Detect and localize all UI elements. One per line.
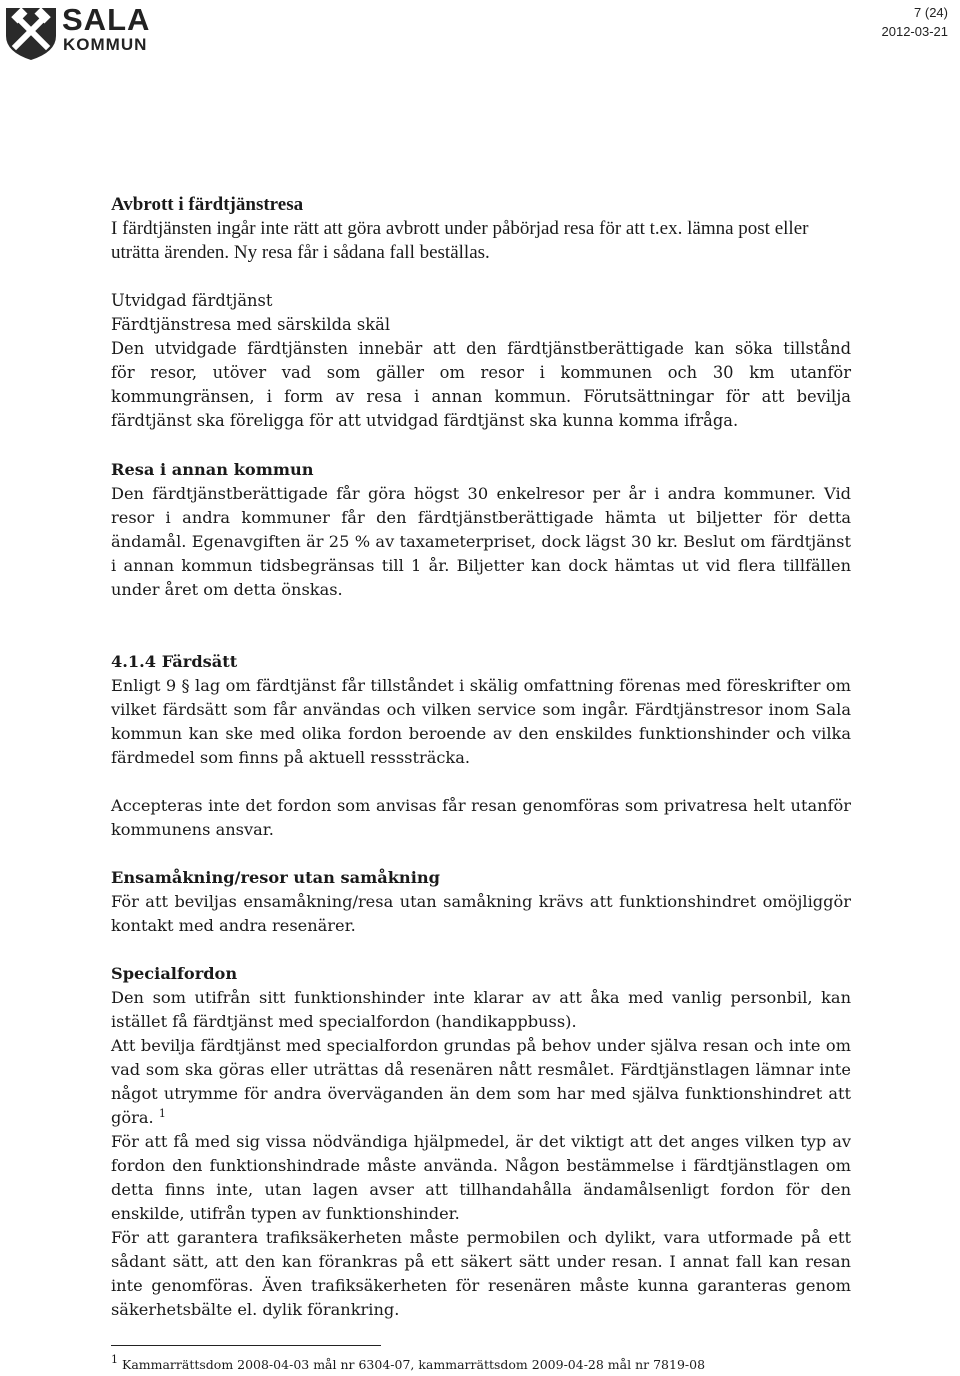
paragraph-specialfordon-4: För att garantera trafiksäkerheten måste permobilen och dylikt, vara utformade på ett sådant sätt, att den kan förankras på ett säkert sätt under resan. I annat fall kan resan inte genomföras. Även trafiksäkerheten för resenären måste kunna garanteras genom säkerhetsbälte el. dylik förankring. bbox=[111, 1228, 851, 1319]
footnote-reference[interactable]: 1 bbox=[158, 1107, 166, 1120]
sala-hammer-icon bbox=[2, 2, 60, 62]
paragraph-privatresa: Accepteras inte det fordon som anvisas får resan genomföras som privatresa helt utanför kommunens ansvar. bbox=[111, 796, 851, 839]
paragraph-utvidgad-line-3: kommungränsen, i form av resa i annan kommun. Förutsättningar för att bevilja bbox=[111, 387, 851, 406]
page-number: 7 (24) bbox=[914, 5, 948, 20]
paragraph-utvidgad-line-1: Den utvidgade färdtjänsten innebär att den färdtjänstberättigade kan söka tillstånd bbox=[111, 339, 851, 358]
section-avbrott bbox=[111, 193, 851, 265]
heading-utvidgad: Utvidgad färdtjänst bbox=[111, 291, 273, 310]
section-ensamakning bbox=[111, 866, 851, 938]
heading-specialfordon: Specialfordon bbox=[111, 964, 238, 983]
paragraph-specialfordon-2-text: Att bevilja färdtjänst med specialfordon grundas på behov under själva resan och inte om vad som ska göras eller uträttas då resenären nått resmålet. Färdtjänstlagen lämnar inte något utrymme för andra överväganden än dem som har med själva funktionshindret att göra. bbox=[111, 1036, 851, 1127]
paragraph-specialfordon-2 bbox=[111, 1034, 851, 1130]
section-fardsatt bbox=[111, 650, 851, 842]
section-annan-kommun bbox=[111, 458, 851, 602]
section-specialfordon bbox=[111, 962, 851, 1322]
paragraph-utvidgad-line-2: för resor, utöver vad som gäller om resor i kommunen och 30 km utanför bbox=[111, 363, 851, 382]
heading-avbrott: Avbrott i färdtjänstresa bbox=[111, 194, 304, 215]
footnote-number: 1 bbox=[111, 1353, 118, 1366]
heading-ensamakning: Ensamåkning/resor utan samåkning bbox=[111, 868, 440, 887]
paragraph-specialfordon-3: För att få med sig vissa nödvändiga hjälpmedel, är det viktigt att det anges vilken typ av fordon den funktionshindrade måste använda. Någon bestämmelse i färdtjänstlagen om detta finns inte, utan lagen avser att tillhandahålla ändamålsenligt fordon för den enskilde, utifrån typen av funktionshinder. bbox=[111, 1132, 851, 1223]
sala-kommun-logo bbox=[0, 0, 160, 64]
heading-fardsatt: 4.1.4 Färdsätt bbox=[111, 652, 238, 671]
logo-text-kommun: KOMMUN bbox=[63, 35, 148, 54]
paragraph-fardsatt: Enligt 9 § lag om färdtjänst får tillståndet i skälig omfattning förenas med föreskrifter om vilket färdsätt som får användas och vilken service som ingår. Färdtjänstresor inom Sala kommun kan ske med olika fordon beroende av den enskildes funktionshinder och vilka färdmedel som finns på aktuell resssträcka. bbox=[111, 676, 851, 767]
document-date: 2012-03-21 bbox=[881, 24, 948, 39]
paragraph-ensamakning: För att beviljas ensamåkning/resa utan samåkning krävs att funktionshindret omöjliggör kontakt med andra resenärer. bbox=[111, 892, 851, 935]
logo-text-sala: SALA bbox=[62, 2, 151, 37]
footnote-divider bbox=[111, 1345, 381, 1346]
paragraph-annan-kommun: Den färdtjänstberättigade får göra högst 30 enkelresor per år i andra kommuner. Vid resor i andra kommuner får den färdtjänstberättigade hämta ut biljetter för detta ändamål. Egenavgiften är 25 % av taxameterpriset, dock lägst 30 kr. Beslut om färdtjänst i annan kommun tidsbegränsas till 1 år. Biljetter kan dock hämtas ut vid flera tillfällen under året om detta önskas. bbox=[111, 484, 851, 599]
subheading-sarskilda-skal: Färdtjänstresa med särskilda skäl bbox=[111, 315, 391, 334]
section-utvidgad bbox=[111, 289, 851, 433]
footnote bbox=[111, 1353, 706, 1372]
paragraph-avbrott: I färdtjänsten ingår inte rätt att göra avbrott under påbörjad resa för att t.ex. lämna post eller uträtta ärenden. Ny resa får i sådana fall beställas. bbox=[111, 218, 809, 263]
heading-annan-kommun: Resa i annan kommun bbox=[111, 460, 314, 479]
footnote-text: Kammarrättsdom 2008-04-03 mål nr 6304-07, kammarrättsdom 2009-04-28 mål nr 7819-08 bbox=[121, 1357, 706, 1372]
paragraph-utvidgad-line-4: färdtjänst ska föreligga för att utvidgad färdtjänst ska kunna komma ifråga. bbox=[111, 411, 739, 430]
paragraph-specialfordon-1: Den som utifrån sitt funktionshinder inte klarar av att åka med vanlig personbil, kan istället få färdtjänst med specialfordon (handikappbuss). bbox=[111, 988, 851, 1031]
